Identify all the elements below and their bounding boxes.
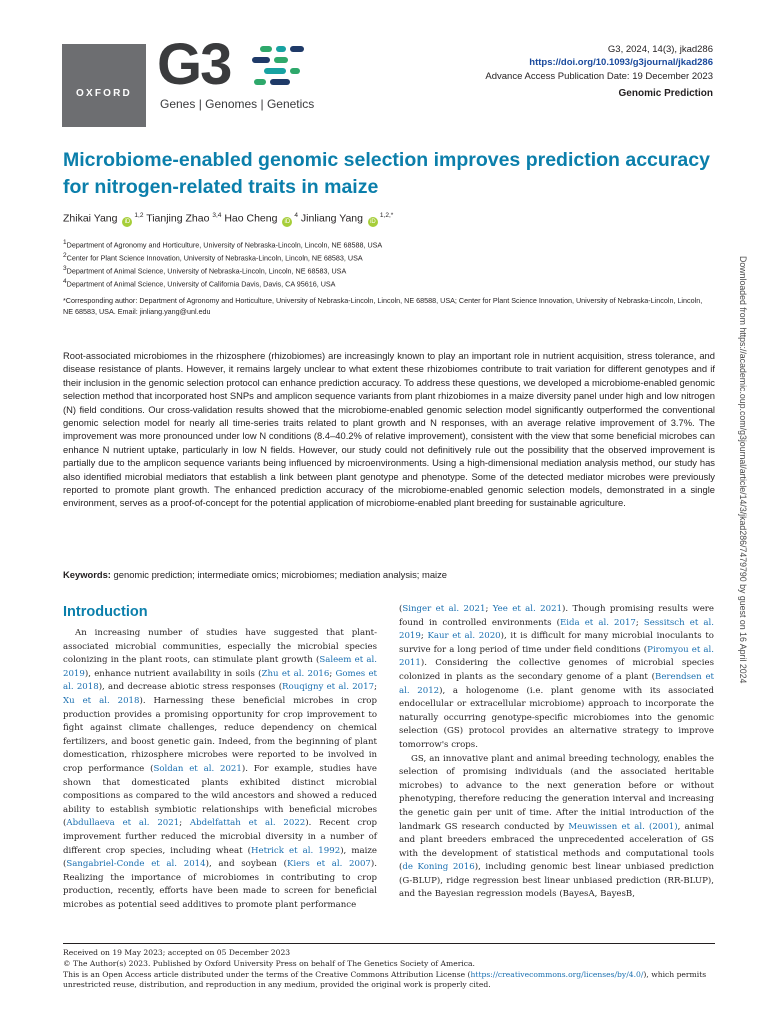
citation: G3, 2024, 14(3), jkad286 [607,44,713,55]
author-affiliation-mark: 1,2 [134,212,144,219]
citation-link[interactable]: Sangabriel-Conde et al. 2014 [66,859,206,870]
license-text: This is an Open Access article distributed under the terms of the Creative Commons Attribution License (https://creativecommons.org/licenses/by/4.0/), which permits unrestricted reuse, distribution, and reproduction in any medium, provided the original work is properly cited. [63,969,707,990]
orcid-icon[interactable]: iD [122,217,132,227]
citation-link[interactable]: Gomes et al. 2018 [63,668,377,693]
citation-link[interactable]: Zhu et al. 2016 [261,668,330,679]
orcid-icon[interactable]: iD [368,217,378,227]
section-label: Genomic Prediction [618,88,713,99]
affiliation-list [63,238,382,290]
g3-tagline: Genes | Genomes | Genetics [160,97,315,111]
keywords-label: Keywords: [63,569,111,580]
affiliation: $^2$Center for Plant Science Innovation, University of Nebraska-Lincoln, Lincoln, NE 68583, USA [63,251,363,263]
footer-divider [63,943,715,944]
author-name: Zhikai Yang [63,212,121,225]
orcid-icon[interactable]: iD [282,217,292,227]
citation-link[interactable]: Yee et al. 2021 [492,604,563,614]
received-dates: Received on 19 May 2023; accepted on 05 December 2023 [63,948,291,957]
body-column-left [63,627,377,912]
paragraph: GS, an innovative plant and animal breeding technology, enables the selection of promising individuals (and the associated heritable microbes) to advance to the next generation before or without phenotyping, therefore reducing the generation interval and increasing the genetic gain per unit of time. After the initial introduction of the landmark GS research conducted by Meuwissen et al. (2001), animal and plant breeders embraced the unprecedented acceleration of GS with the development of statistical methods and computational tools (de Koning 2016), including genomic best linear unbiased prediction (G-BLUP), ridge regression best linear unbiased prediction (RR-BLUP), and the Bayesian regression models (BayesA, BayesB, [399,753,714,900]
footer [63,948,715,991]
copyright: © The Author(s) 2023. Published by Oxford University Press on behalf of The Genetics Society of America. [63,958,475,968]
corresponding-author: *Corresponding author: Department of Agronomy and Horticulture, University of Nebraska-Lincoln, Lincoln, NE 68588, USA; Center for Plant Science Innovation, University of Nebraska-Lincoln, Lincoln, NE 68583, USA. Email: jinliang.yang@unl.edu [63,296,703,316]
citation-link[interactable]: Rouqigny et al. 2017 [282,682,375,693]
doi-link[interactable]: https://doi.org/10.1093/g3journal/jkad286 [529,57,713,68]
oxford-logo-text: OXFORD [76,88,132,99]
citation-link[interactable]: Singer et al. 2021 [402,604,486,614]
g3-bars-icon [248,44,306,94]
keywords-text: genomic prediction; intermediate omics; microbiomes; mediation analysis; maize [113,569,448,580]
author-list [63,212,393,227]
oxford-logo-box [62,44,146,127]
paragraph: (Singer et al. 2021; Yee et al. 2021). Though promising results were found in controlled environments (Eida et al. 2017; Sessitsch et al. 2019; Kaur et al. 2020), it is difficult for many microbial inoculants to survive for a long period of time under field conditions (Piromyou et al. 2011). Considering the collective genomes of microbial species colonized in plants as the secondary genome of a plant (Berendsen et al. 2012), a hologenome (i.e. plant genome with its associated endocellular or extracellular microbiome) approach to incorporate the naturally occurring genotype-specific microbiomes into the genomic selection (GS) protocol provides an alternative strategy to improve tomorrow's crops. [399,604,714,750]
citation-link[interactable]: Eida et al. 2017 [559,617,636,628]
citation-link[interactable]: Kiers et al. 2007 [287,859,371,870]
citation-link[interactable]: Sessitsch et al. 2019 [399,617,714,642]
citation-link[interactable]: Berendsen et al. 2012 [399,671,714,696]
author-name: Hao Cheng [224,212,281,225]
citation-link[interactable]: Soldan et al. 2021 [153,763,242,774]
author-affiliation-mark: 3,4 [212,212,222,219]
author-name: Tianjing Zhao [146,212,213,225]
affiliation: $^4$Department of Animal Science, University of California Davis, Davis, CA 95616, USA [63,277,336,289]
advance-access-date: Advance Access Publication Date: 19 December 2023 [485,71,713,82]
body-column-right [399,603,714,902]
g3-logo: G3 [157,32,231,97]
keywords [63,569,447,580]
affiliation: $^1$Department of Agronomy and Horticulture, University of Nebraska-Lincoln, Lincoln, NE 68588, USA [63,239,383,250]
download-watermark: Downloaded from https://academic.oup.com/g3journal/article/14/3/jkad286/7479790 by guest on 16 April 2024 [738,256,748,684]
article-title: Microbiome-enabled genomic selection improves prediction accuracy for nitrogen-related traits in maize [63,149,710,198]
paragraph: An increasing number of studies have suggested that plant-associated microbial communities, especially the microbial species colonizing in the plant roots, can stimulate plant growth (Saleem et al. 2019), enhance nutrient availability in soils (Zhu et al. 2016; Gomes et al. 2018), and decrease abiotic stress responses (Rouqigny et al. 2017; Xu et al. 2018). Harnessing these beneficial microbes in crop production provides a promising opportunity for crop improvement to fight against climate challenges, reduce dependency on chemical fertilizers, and boost genetic gain. Indeed, from the beginning of plant domestication, rhizosphere microbes were reported to be involved in crop performance (Soldan et al. 2021). For example, studies have shown that domesticated plants exhibited distinct microbial compositions as compared to the wild ancestors and showed a reduced ability to establish symbiotic relationships with beneficial microbes (Abdullaeva et al. 2021; Abdelfattah et al. 2022). Recent crop improvement further reduced the microbial diversity in a number of different crop species, including wheat (Hetrick et al. 1992), maize (Sangabriel-Conde et al. 2014), and soybean (Kiers et al. 2007). Realizing the importance of microbiomes in contributing to crop production, recently, efforts have been made to screen for beneficial microbes as potential seed additives to promote plant performance [63,628,378,910]
section-heading-introduction: Introduction [63,604,148,620]
citation-link[interactable]: Kaur et al. 2020 [427,631,501,642]
license-link[interactable]: https://creativecommons.org/licenses/by/4.0/ [470,969,644,979]
author-name: Jinliang Yang [300,212,366,225]
citation-link[interactable]: Xu et al. 2018 [63,695,140,706]
abstract: Root-associated microbiomes in the rhizosphere (rhizobiomes) are increasingly known to play an important role in nutrient acquisition, stress tolerance, and disease resistance of plants. However, it remains largely unclear to what extent these rhizobiomes contribute to trait variation for different genotypes and if their inclusion in the genomic selection protocol can enhance prediction accuracy. To address these questions, we developed a microbiome-enabled genomic selection method that incorporated host SNPs and amplicon sequence variants from plant rhizobiomes in a maize diversity panel under high and low nitrogen (N) field conditions. Our cross-validation results showed that the microbiome-enabled genomic selection model significantly outperformed the conventional genomic selection model for nearly all time-series traits related to plant growth and N responses, with an average relative improvement of 3.7%. The improvement was more pronounced under low N conditions (8.4–40.2% of relative improvement), consistent with the view that some beneficial microbes can enhance N nutrient uptake, particularly in low N fields. However, our study could not definitively rule out the possibility that the observed improvement is partially due to the amplicon sequence variants being influenced by microenvironments. Using a high-dimensional mediation analysis method, our study has also identified microbial mediators that establish a link between plant genotype and phenotype. Some of the detected mediator microbes were previously reported to promote plant growth. The enhanced prediction accuracy of the microbiome-enabled genomic selection models, demonstrated in a single environment, serves as a proof-of-concept for the potential application of microbiome-enabled plant breeding for sustainable agriculture. [63,350,715,509]
citation-link[interactable]: Hetrick et al. 1992 [251,845,341,856]
citation-link[interactable]: Abdelfattah et al. 2022 [189,818,306,829]
citation-link[interactable]: Piromyou et al. 2011 [399,644,714,669]
affiliation: $^3$Department of Animal Science, University of Nebraska-Lincoln, Lincoln, NE 68583, USA [63,264,347,276]
citation-link[interactable]: de Koning 2016 [402,862,475,873]
citation-link[interactable]: Saleem et al. 2019 [63,655,378,679]
author-affiliation-mark: 4 [294,212,298,219]
citation-link[interactable]: Abdullaeva et al. 2021 [66,818,180,829]
author-affiliation-mark: 1,2,* [379,212,394,219]
citation-link[interactable]: Meuwissen et al. (2001) [568,821,678,832]
